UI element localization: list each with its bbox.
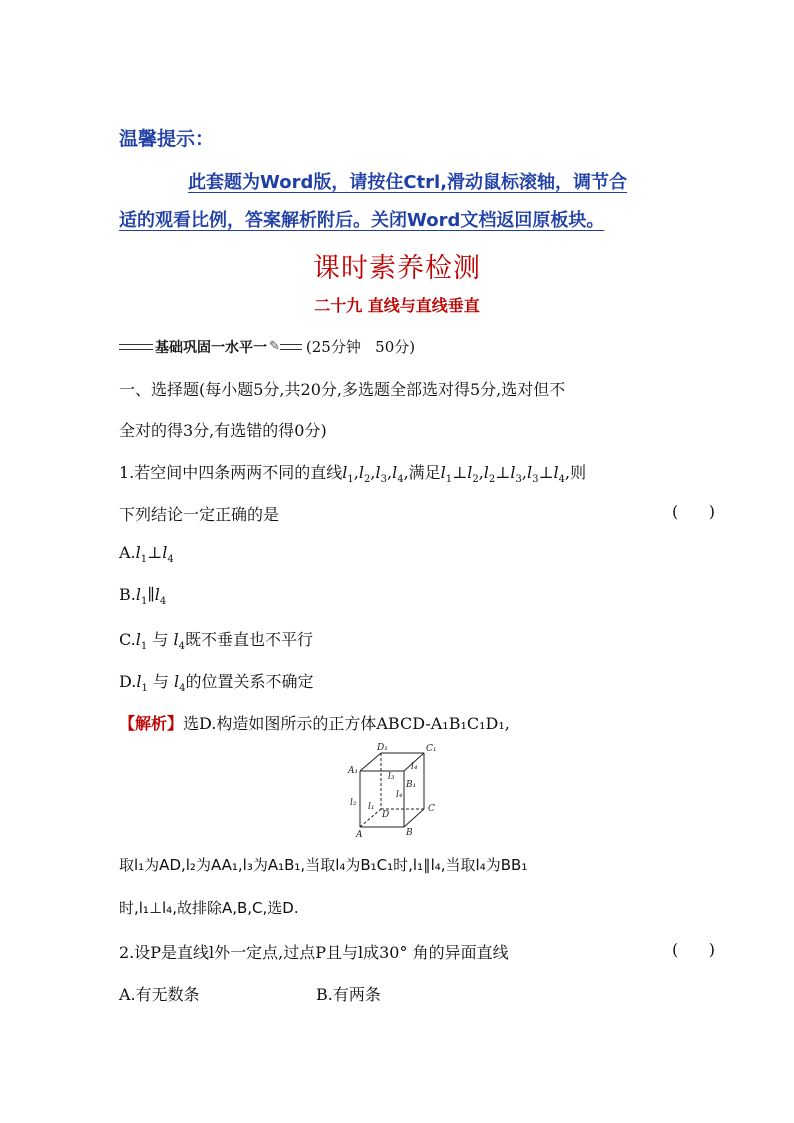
label-c: C — [428, 804, 435, 814]
q1-option-b[interactable]: $B.l_1\parallel l_4$ — [119, 585, 167, 608]
analysis-tag: 【解析】 — [119, 714, 184, 733]
q1-option-c[interactable]: $C.l_1$ 与 $l_4$既不垂直也不平行 — [119, 630, 313, 653]
q1-option-a[interactable]: $A.l_1\perp l_4$ — [119, 543, 174, 566]
q1-stem-prefix: 1.若空间中四条两两不同的直线 — [119, 463, 343, 482]
label-a: A — [356, 830, 363, 838]
page-subtitle: 二十九 直线与直线垂直 — [314, 296, 480, 315]
section-label: 基础巩固一水平一 — [155, 339, 267, 356]
q1-explain-line-2: 时,l₁⊥l₄,故排除A,B,C,选D. — [119, 899, 299, 917]
section-header — [119, 336, 415, 357]
tip-line-2: 适的观看比例，答案解析附后。关闭Word文档返回原板块。 — [119, 210, 605, 231]
tip-line-1: 此套题为Word版，请按住Ctrl,滑动鼠标滚轴，调节合 — [188, 172, 628, 193]
q2-answer-paren: ( ) — [672, 940, 715, 959]
q2-option-b[interactable]: B.有两条 — [316, 985, 381, 1004]
label-b: B — [406, 828, 413, 838]
analysis-text: 选D.构造如图所示的正方体ABCD-A₁B₁C₁D₁, — [183, 714, 510, 733]
option-c-label: C. — [119, 630, 136, 649]
edge-a1d1 — [360, 753, 381, 771]
label-l4-top: l₄ — [411, 762, 418, 772]
edge-bc — [404, 809, 424, 827]
option-b-label: B. — [119, 585, 136, 604]
q1-option-d[interactable]: $D.l_1$ 与 $l_4$的位置关系不确定 — [119, 672, 314, 695]
label-l1: l₁ — [368, 802, 375, 812]
q2-option-a[interactable]: A.有无数条 — [119, 985, 200, 1004]
part1-line-1: 一、选择题(每小题5分,共20分,多选题全部选对得5分,选对但不 — [119, 380, 566, 399]
q1-stem-line-2: 下列结论一定正确的是 — [119, 505, 280, 524]
q1-answer-paren: ( ) — [672, 502, 715, 521]
label-l3: l₃ — [388, 772, 395, 782]
q2-stem: 2.设P是直线l外一定点,过点P且与l成30° 角的异面直线 — [119, 943, 509, 962]
option-d-text: 的位置关系不确定 — [185, 672, 314, 691]
q1-analysis — [119, 711, 510, 734]
q1-stem-line-1: 1.若空间中四条两两不同的直线$l_1,l_2,l_3,l_4$,满足$l_1\perp l_2,l_2\perp l_3,l_3\perp l_4$,则 — [119, 463, 587, 486]
section-time: (25分钟 50分) — [305, 338, 416, 356]
label-b1: B₁ — [406, 780, 417, 790]
q1-stem-cond: ,满足 — [403, 463, 441, 482]
q1-stem-tail: ,则 — [564, 463, 587, 482]
double-rule-right — [280, 344, 302, 350]
label-l2: l₂ — [350, 798, 357, 808]
label-d: D — [382, 810, 390, 820]
q1-explain-line-1: 取l₁为AD,l₂为AA₁,l₃为A₁B₁,当取l₄为B₁C₁时,l₁∥l₄,当取l₄为BB₁ — [119, 856, 528, 874]
option-a-label: A. — [119, 543, 136, 562]
label-l4-mid: l₄ — [396, 790, 403, 800]
double-rule-left — [119, 344, 153, 350]
pencil-icon: ✎ — [269, 339, 280, 354]
page-title: 课时素养检测 — [313, 253, 481, 284]
option-c-text: 既不垂直也不平行 — [184, 630, 313, 649]
label-c1: C₁ — [426, 744, 437, 754]
label-d1: D₁ — [377, 743, 388, 753]
tip-title: 温馨提示： — [119, 128, 215, 150]
option-d-label: D. — [119, 672, 137, 691]
cube-figure — [346, 743, 451, 838]
part1-line-2: 全对的得3分,有选错的得0分) — [119, 421, 327, 440]
label-a1: A₁ — [348, 766, 359, 776]
